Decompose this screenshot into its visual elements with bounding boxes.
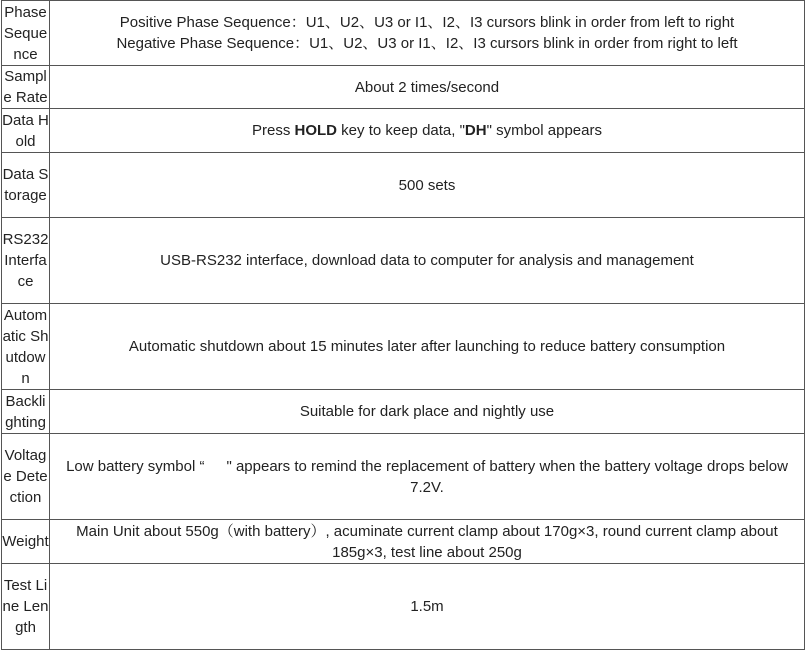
table-row xyxy=(2,109,805,153)
row-label-sample-rate: Sample Rate xyxy=(2,66,50,109)
data-hold-pre: Press xyxy=(252,122,295,139)
table-row xyxy=(2,564,805,650)
row-label-voltage-detection: Voltage Detection xyxy=(2,434,50,520)
row-label-test-line-length: Test Line Length xyxy=(2,564,50,650)
table-row xyxy=(2,66,805,109)
row-value-voltage-detection xyxy=(50,434,805,520)
row-label-weight: Weight xyxy=(2,520,50,564)
table-row xyxy=(2,520,805,564)
row-value-rs232-interface: USB-RS232 interface, download data to computer for analysis and management xyxy=(50,218,805,304)
positive-phase-line: Positive Phase Sequence：U1、U2、U3 or I1、I2、I3 cursors blink in order from left to right xyxy=(119,14,735,31)
table-row xyxy=(2,1,805,66)
row-value-data-hold xyxy=(50,109,805,153)
data-hold-post: " symbol appears xyxy=(486,122,602,139)
row-label-phase-sequence: Phase Sequence xyxy=(2,1,50,66)
voltage-detection-post: " appears to remind the replacement of battery when the battery voltage drops below 7.2V. xyxy=(226,457,788,496)
voltage-detection-pre: Low battery symbol “ xyxy=(66,457,205,475)
row-label-backlighting: Backlighting xyxy=(2,390,50,434)
row-label-data-storage: Data Storage xyxy=(2,153,50,218)
dh-symbol-text: DH xyxy=(464,122,487,139)
row-label-automatic-shutdown: Automatic Shutdown xyxy=(2,304,50,390)
row-label-data-hold: Data Hold xyxy=(2,109,50,153)
row-value-weight: Main Unit about 550g（with battery）, acuminate current clamp about 170g×3, round current clamp about 185g×3, test line about 250g xyxy=(50,520,805,564)
table-row xyxy=(2,304,805,390)
spec-table xyxy=(1,0,805,650)
row-value-backlighting: Suitable for dark place and nightly use xyxy=(50,390,805,434)
hold-key-text: HOLD xyxy=(294,122,338,139)
row-value-data-storage: 500 sets xyxy=(50,153,805,218)
row-value-phase-sequence xyxy=(50,1,805,66)
data-hold-mid: key to keep data, " xyxy=(337,122,465,139)
table-row xyxy=(2,218,805,304)
row-value-test-line-length: 1.5m xyxy=(50,564,805,650)
table-row xyxy=(2,434,805,520)
negative-phase-line: Negative Phase Sequence：U1、U2、U3 or I1、I2、I3 cursors blink in order from right to left xyxy=(116,35,738,52)
row-value-sample-rate: About 2 times/second xyxy=(50,66,805,109)
row-value-automatic-shutdown: Automatic shutdown about 15 minutes later after launching to reduce battery consumption xyxy=(50,304,805,390)
row-label-rs232-interface: RS232 Interface xyxy=(2,218,50,304)
table-row xyxy=(2,390,805,434)
table-row xyxy=(2,153,805,218)
